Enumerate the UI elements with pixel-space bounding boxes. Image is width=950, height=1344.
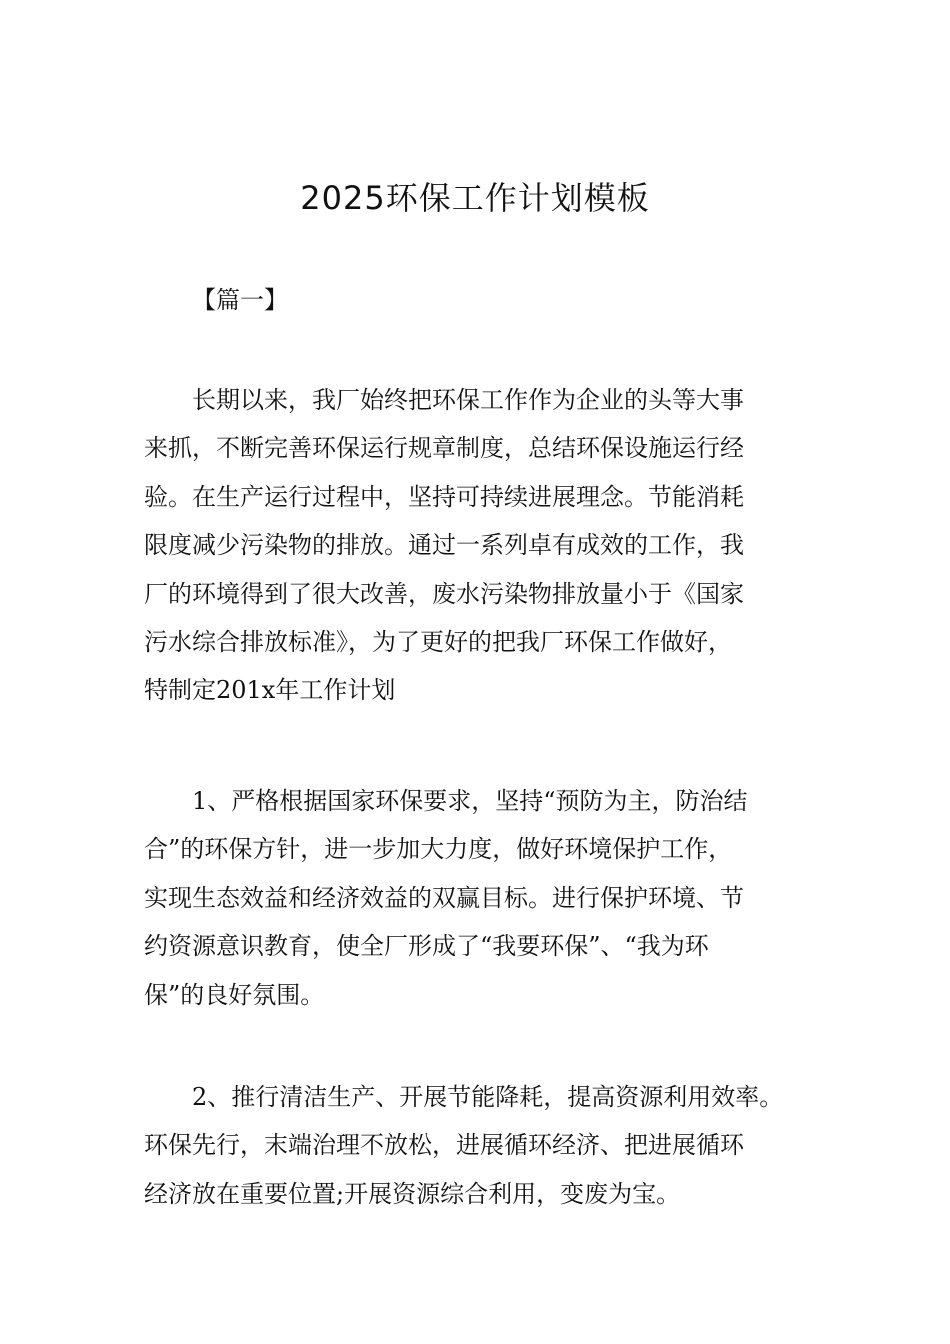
paragraph-line: 经济放在重要位置;开展资源综合利用，变废为宝。 (144, 1179, 681, 1208)
section-label: 【篇一】 (192, 286, 288, 314)
paragraph-line: 合”的环保方针，进一步加大力度，做好环境保护工作， (144, 835, 733, 864)
paragraph-line: 厂的环境得到了很大改善，废水污染物排放量小于《国家 (144, 579, 744, 608)
paragraph-line: 验。在生产运行过程中，坚持可持续进展理念。节能消耗 (144, 482, 744, 511)
paragraph-line: 保”的良好氛围。 (144, 980, 325, 1009)
paragraph-line: 限度减少污染物的排放。通过一系列卓有成效的工作，我 (144, 531, 744, 560)
paragraph-item-2 (144, 1073, 824, 1218)
paragraph-item-1 (144, 777, 824, 1019)
paragraph-line: 来抓，不断完善环保运行规章制度，总结环保设施运行经 (144, 434, 744, 463)
paragraph-line: 长期以来，我厂始终把环保工作作为企业的头等大事 (192, 386, 744, 414)
paragraph-line: 特制定201x年工作计划 (144, 676, 396, 705)
paragraph-line: 环保先行，末端治理不放松，进展循环经济、把进展循环 (144, 1131, 744, 1160)
paragraph-line: 污水综合排放标准》，为了更好的把我厂环保工作做好， (144, 628, 732, 657)
paragraph-line: 2、推行清洁生产、开展节能降耗，提高资源利用效率。 (192, 1083, 784, 1111)
paragraph-line: 1、严格根据国家环保要求，坚持“预防为主，防治结 (192, 787, 748, 815)
paragraph-line: 约资源意识教育，使全厂形成了“我要环保”、“我为环 (144, 932, 709, 961)
paragraph-line: 实现生态效益和经济效益的双赢目标。进行保护环境、节 (144, 883, 744, 912)
paragraph-intro (144, 376, 824, 715)
document-title: 2025环保工作计划模板 (300, 179, 650, 217)
